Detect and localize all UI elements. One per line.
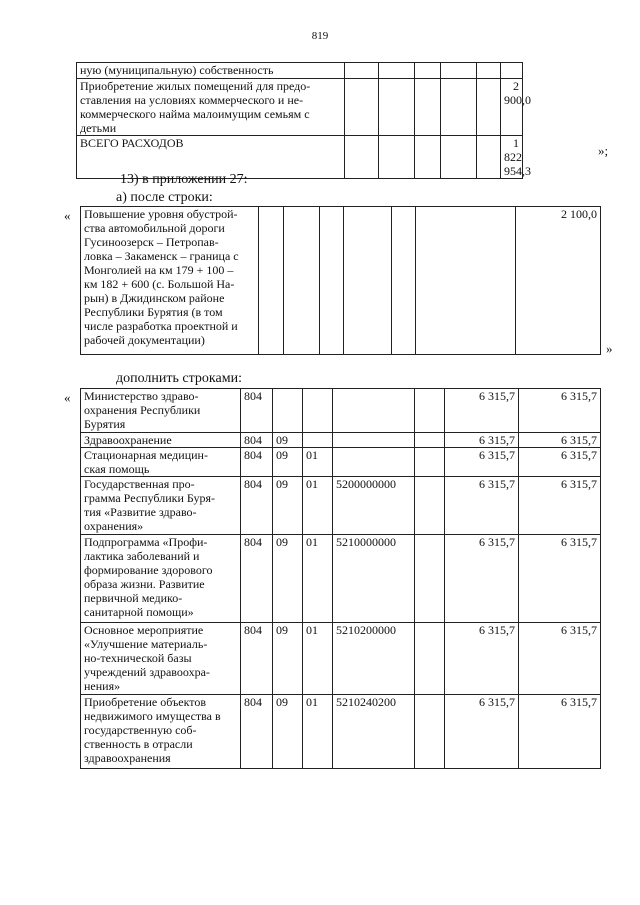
- expenses-table: [76, 62, 607, 179]
- cell-amount: 6 315,7: [519, 433, 601, 448]
- cell-ministry: 804: [241, 535, 273, 623]
- cell-name: Здравоохранение: [81, 433, 241, 448]
- cell-ministry: 804: [241, 623, 273, 695]
- cell-ministry: 804: [241, 389, 273, 433]
- cell-section: 09: [273, 695, 303, 769]
- cell-ministry: 804: [241, 477, 273, 535]
- table-row: [77, 63, 607, 79]
- cell-amount: 6 315,7: [519, 623, 601, 695]
- item-13a: а) после строки:: [116, 190, 213, 205]
- cell-amount: 6 315,7: [519, 535, 601, 623]
- cell-total: 6 315,7: [445, 448, 519, 477]
- quote-close-1: »: [606, 341, 613, 356]
- cell-ministry: 804: [241, 448, 273, 477]
- quote-open-1: «: [64, 208, 71, 223]
- cell-subsection: 01: [303, 477, 333, 535]
- cell-target: 5210200000: [333, 623, 415, 695]
- added-rows-table: [80, 388, 601, 769]
- cell-target: 5200000000: [333, 477, 415, 535]
- cell-ministry: 804: [241, 433, 273, 448]
- cell-total: 6 315,7: [445, 477, 519, 535]
- cell-type: [415, 623, 445, 695]
- cell-amount: 6 315,7: [519, 448, 601, 477]
- table-row: [81, 448, 601, 477]
- cell-section: 09: [273, 477, 303, 535]
- table-row: [81, 207, 601, 355]
- cell-total: 6 315,7: [445, 535, 519, 623]
- expense-name: ную (муниципальную) собственность: [77, 63, 345, 79]
- table-row: [81, 477, 601, 535]
- cell-amount: 6 315,7: [519, 695, 601, 769]
- table-row: [81, 623, 601, 695]
- after-row-amount: 2 100,0: [516, 207, 601, 355]
- cell-target: [333, 389, 415, 433]
- cell-amount: 6 315,7: [519, 389, 601, 433]
- cell-type: [415, 695, 445, 769]
- cell-target: [333, 448, 415, 477]
- cell-total: 6 315,7: [445, 389, 519, 433]
- table1-trailing-quote: »;: [598, 143, 609, 158]
- quote-open-2: «: [64, 390, 71, 405]
- cell-target: 5210240200: [333, 695, 415, 769]
- table-row: [81, 433, 601, 448]
- cell-subsection: [303, 389, 333, 433]
- cell-total: 6 315,7: [445, 433, 519, 448]
- cell-subsection: 01: [303, 695, 333, 769]
- cell-name: Министерство здраво- охранения Республики Бурятия: [81, 389, 241, 433]
- table-row: [81, 389, 601, 433]
- after-row-table: [80, 206, 601, 355]
- cell-subsection: 01: [303, 535, 333, 623]
- cell-ministry: 804: [241, 695, 273, 769]
- cell-target: 5210000000: [333, 535, 415, 623]
- expense-amount: 2 900,0: [501, 79, 523, 136]
- cell-subsection: 01: [303, 448, 333, 477]
- cell-name: Приобретение объектов недвижимого имущества в государственную соб- ственность в отрасли здравоохранения: [81, 695, 241, 769]
- cell-subsection: 01: [303, 623, 333, 695]
- cell-target: [333, 433, 415, 448]
- table-row: [81, 695, 601, 769]
- cell-section: 09: [273, 623, 303, 695]
- table-row: [81, 535, 601, 623]
- cell-name: Государственная про- грамма Республики Буря- тия «Развитие здраво- охранения»: [81, 477, 241, 535]
- cell-name: Подпрограмма «Профи- лактика заболеваний и формирование здорового образа жизни. Развитие первичной медико- санитарной помощи»: [81, 535, 241, 623]
- cell-type: [415, 389, 445, 433]
- table-row: [77, 79, 607, 136]
- item-13: 13) в приложении 27:: [120, 172, 248, 187]
- cell-type: [415, 477, 445, 535]
- cell-subsection: [303, 433, 333, 448]
- cell-type: [415, 535, 445, 623]
- cell-name: Стационарная медицин- ская помощь: [81, 448, 241, 477]
- expense-name: Приобретение жилых помещений для предо- ставления на условиях коммерческого и не- коммерческого найма малоимущим семьям с детьми: [77, 79, 345, 136]
- cell-amount: 6 315,7: [519, 477, 601, 535]
- cell-total: 6 315,7: [445, 623, 519, 695]
- cell-section: 09: [273, 448, 303, 477]
- cell-type: [415, 448, 445, 477]
- page-number: 819: [311, 30, 329, 42]
- expense-amount: 1 822 954,3: [501, 136, 523, 179]
- cell-section: [273, 389, 303, 433]
- after-row-name: Повышение уровня обустрой- ства автомобильной дороги Гусиноозерск – Петропав- ловка – Закаменск – граница с Монголией на км 179 + 100 – км 182 + 600 (с. Большой На- рын) в Джидинском районе Республики Бурятия (в том числе разработка проектной и рабочей документации): [81, 207, 259, 355]
- cell-section: 09: [273, 433, 303, 448]
- add-rows-label: дополнить строками:: [116, 371, 242, 386]
- cell-section: 09: [273, 535, 303, 623]
- cell-type: [415, 433, 445, 448]
- expense-name: ВСЕГО РАСХОДОВ: [77, 136, 345, 179]
- cell-name: Основное мероприятие «Улучшение материаль- но-технической базы учреждений здравоохра- нения»: [81, 623, 241, 695]
- expense-amount: [501, 63, 523, 79]
- cell-total: 6 315,7: [445, 695, 519, 769]
